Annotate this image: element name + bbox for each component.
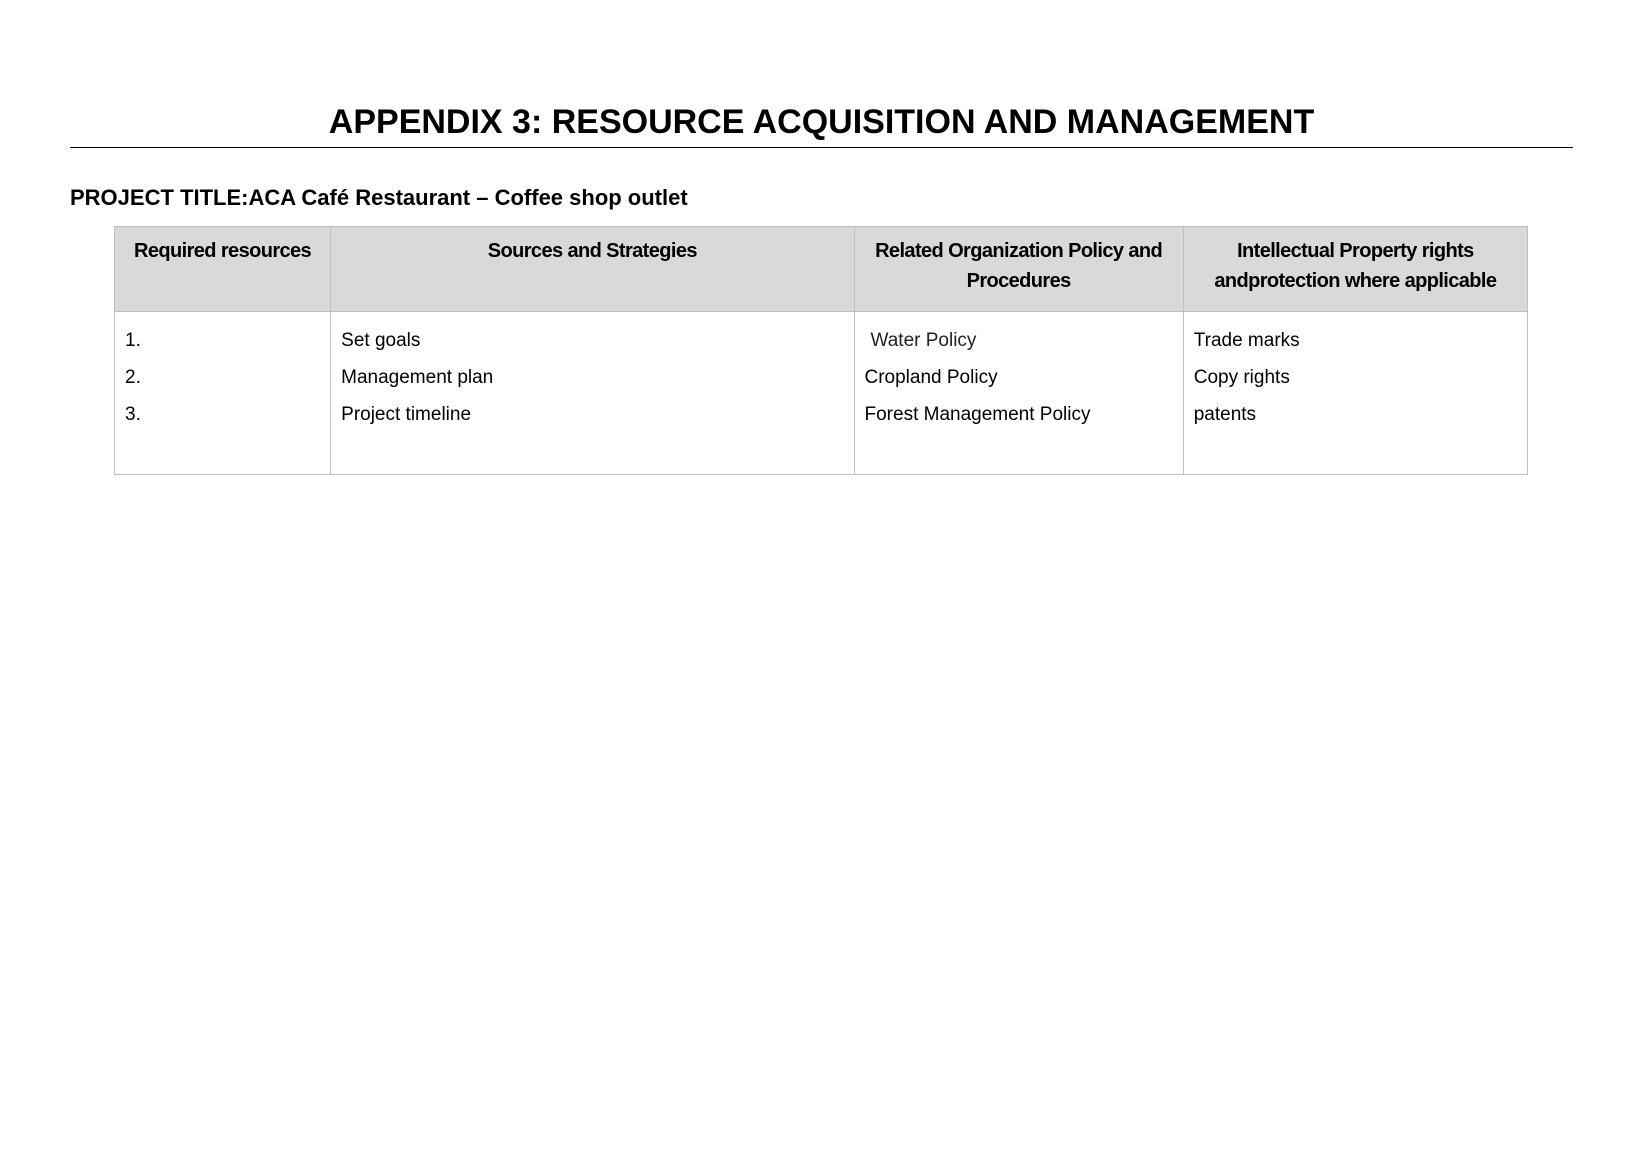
list-item: Set goals bbox=[341, 330, 421, 351]
list-item: 3. bbox=[125, 404, 141, 425]
project-title: PROJECT TITLE:ACA Café Restaurant – Coffee shop outlet bbox=[70, 185, 688, 210]
list-item: patents bbox=[1193, 404, 1257, 425]
resource-table bbox=[114, 226, 1528, 475]
required-resources-cell bbox=[115, 312, 331, 475]
list-item: Project timeline bbox=[341, 404, 472, 425]
list-item: Trade marks bbox=[1193, 330, 1300, 351]
table-header-row bbox=[115, 227, 1528, 312]
header-required-resources: Required resources bbox=[115, 227, 331, 312]
title-underline-divider bbox=[70, 147, 1573, 148]
list-item: Copy rights bbox=[1193, 367, 1290, 388]
list-item: 2. bbox=[125, 367, 141, 388]
page-title: APPENDIX 3: RESOURCE ACQUISITION AND MANAGEMENT bbox=[328, 103, 1315, 141]
list-item: Cropland Policy bbox=[864, 367, 998, 388]
header-ip-rights: Intellectual Property rights andprotection where applicable bbox=[1183, 227, 1527, 312]
list-item: Water Policy bbox=[870, 330, 977, 351]
list-item: 1. bbox=[125, 330, 141, 351]
list-item: Management plan bbox=[341, 367, 494, 388]
sources-and-strategies-cell bbox=[331, 312, 854, 475]
list-item: Forest Management Policy bbox=[864, 404, 1091, 425]
ip-rights-cell bbox=[1183, 312, 1527, 475]
table-row bbox=[115, 312, 1528, 475]
policies-cell bbox=[854, 312, 1183, 475]
header-related-policy: Related Organization Policy and Procedures bbox=[854, 227, 1183, 312]
header-sources-and-strategies: Sources and Strategies bbox=[331, 227, 854, 312]
